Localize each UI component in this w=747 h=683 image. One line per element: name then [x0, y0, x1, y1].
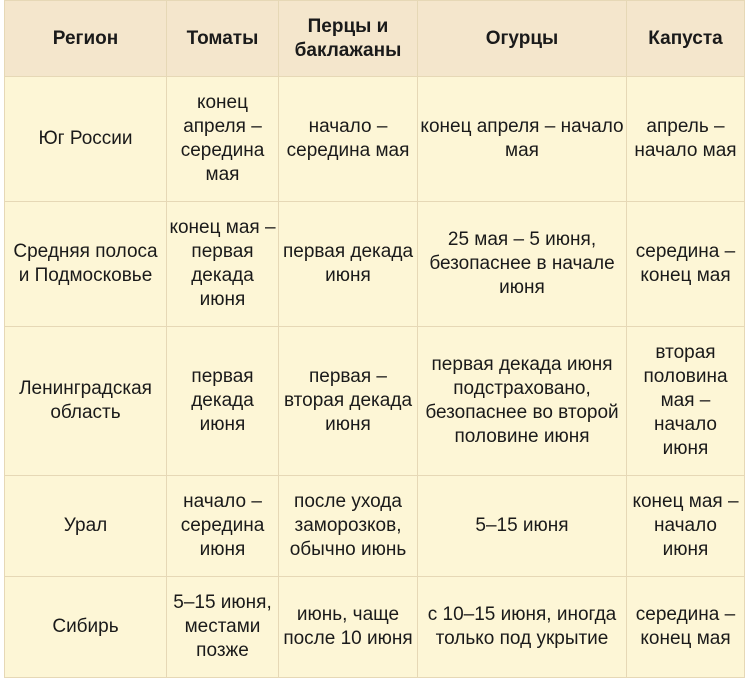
peppers-cell: начало – середина мая [279, 77, 418, 202]
peppers-cell: первая – вторая декада июня [279, 327, 418, 476]
header-tomatoes: Томаты [167, 1, 279, 77]
cabbage-cell: вторая половина мая – начало июня [627, 327, 745, 476]
planting-table [4, 0, 745, 678]
table-row [5, 202, 745, 327]
region-cell: Юг России [5, 77, 167, 202]
cucumbers-cell: 25 мая – 5 июня, безопаснее в начале июня [418, 202, 627, 327]
tomatoes-cell: первая декада июня [167, 327, 279, 476]
tomatoes-cell: конец мая – первая декада июня [167, 202, 279, 327]
cucumbers-cell: первая декада июня подстраховано, безопаснее во второй половине июня [418, 327, 627, 476]
peppers-cell: первая декада июня [279, 202, 418, 327]
planting-table-container [4, 0, 744, 679]
cucumbers-cell: 5–15 июня [418, 476, 627, 577]
cabbage-cell: конец мая – начало июня [627, 476, 745, 577]
header-cucumbers: Огурцы [418, 1, 627, 77]
peppers-cell: после ухода заморозков, обычно июнь [279, 476, 418, 577]
cabbage-cell: середина – конец мая [627, 202, 745, 327]
tomatoes-cell: начало – середина июня [167, 476, 279, 577]
table-row [5, 577, 745, 678]
header-row [5, 1, 745, 77]
table-row [5, 77, 745, 202]
table-row [5, 327, 745, 476]
header-peppers-eggplants: Перцы и баклажаны [279, 1, 418, 77]
header-region: Регион [5, 1, 167, 77]
tomatoes-cell: конец апреля – середина мая [167, 77, 279, 202]
region-cell: Ленинградская область [5, 327, 167, 476]
table-row [5, 476, 745, 577]
tomatoes-cell: 5–15 июня, местами позже [167, 577, 279, 678]
header-cabbage: Капуста [627, 1, 745, 77]
cucumbers-cell: конец апреля – начало мая [418, 77, 627, 202]
region-cell: Средняя полоса и Подмосковье [5, 202, 167, 327]
peppers-cell: июнь, чаще после 10 июня [279, 577, 418, 678]
cabbage-cell: середина – конец мая [627, 577, 745, 678]
region-cell: Сибирь [5, 577, 167, 678]
region-cell: Урал [5, 476, 167, 577]
cabbage-cell: апрель – начало мая [627, 77, 745, 202]
cucumbers-cell: с 10–15 июня, иногда только под укрытие [418, 577, 627, 678]
